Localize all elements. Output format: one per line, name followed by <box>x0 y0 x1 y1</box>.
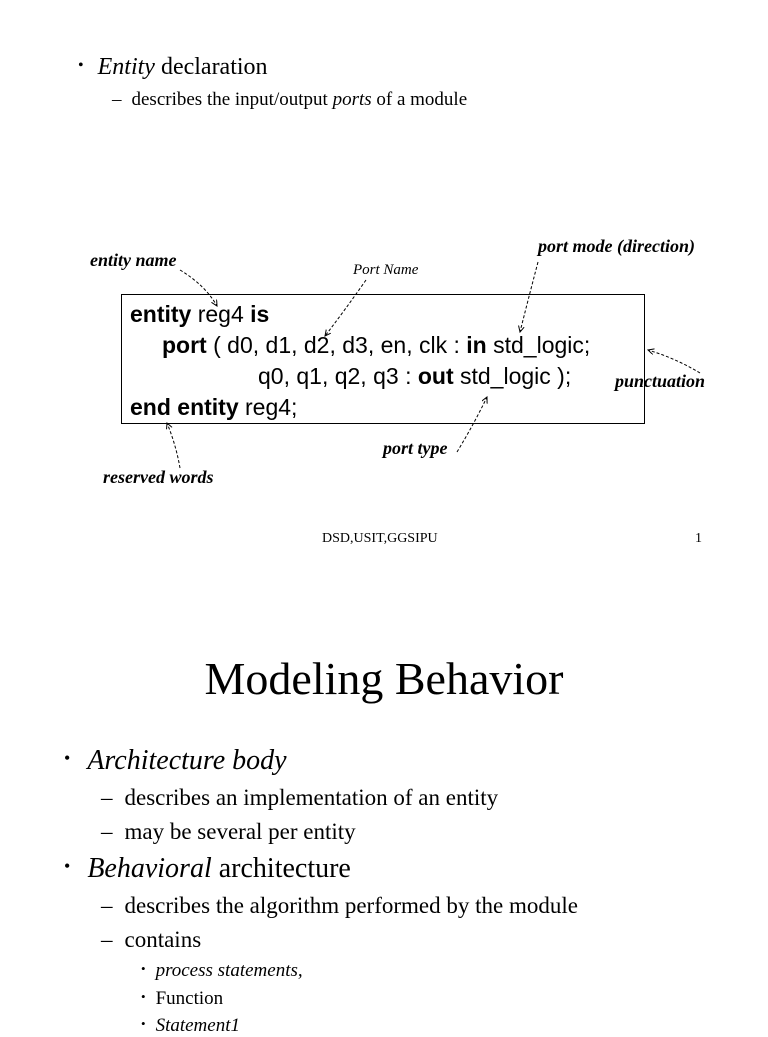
sub-text: contains <box>124 927 202 952</box>
sub-dash: – <box>101 927 113 952</box>
arrow-port-type <box>457 397 487 452</box>
sub-text: may be several per entity <box>124 819 356 844</box>
entity-name-text: reg4 <box>191 301 251 327</box>
sub-text: describes the algorithm performed by the module <box>124 893 578 918</box>
annotation-port-mode: port mode (direction) <box>538 236 695 256</box>
keyword-is: is <box>250 301 270 327</box>
arrow-reserved-words <box>167 423 180 468</box>
bullet-italic-text: Behavioral <box>87 853 212 884</box>
bullet-italic-text: Entity <box>97 54 155 80</box>
page-number: 1 <box>695 531 702 546</box>
input-type-text: std_logic; <box>486 332 591 358</box>
bullet-dot: • <box>78 57 84 74</box>
arrow-punctuation <box>648 350 700 373</box>
sub-dash: – <box>112 89 122 110</box>
bullet-dot: • <box>64 856 71 876</box>
footer-text: DSD,USIT,GGSIPU <box>322 531 438 546</box>
bullet-text: declaration <box>154 54 268 80</box>
bullet-behavioral-architecture <box>64 853 351 885</box>
arrow-port-mode <box>520 262 538 332</box>
list-item-process <box>141 960 303 982</box>
annotation-punctuation: punctuation <box>615 371 706 391</box>
bullet-architecture-body <box>64 745 287 777</box>
sub-text: describes an implementation of an entity <box>124 785 499 810</box>
bullet-italic-text: Architecture body <box>87 745 287 776</box>
item-dot: • <box>141 989 146 1004</box>
annotation-entity-name: entity name <box>90 250 177 270</box>
annotation-port-type: port type <box>383 438 448 458</box>
item-text: process statements, <box>155 960 303 981</box>
bullet-text: architecture <box>211 853 351 884</box>
sub-text-before: describes the input/output <box>131 89 333 110</box>
item-text: Statement1 <box>155 1015 240 1036</box>
item-text: Function <box>155 988 224 1009</box>
arrow-entity-name <box>180 270 217 306</box>
arrow-port-name <box>325 280 366 336</box>
sub-bullet-implementation <box>101 785 498 811</box>
sub-text-italic: ports <box>332 89 372 110</box>
bullet-dot: • <box>64 748 71 768</box>
output-ports-text: q0, q1, q2, q3 : <box>258 363 418 389</box>
sub-text-after: of a module <box>371 89 468 110</box>
sub-bullet-contains <box>101 927 201 953</box>
keyword-port: port <box>162 332 207 358</box>
list-item-function <box>141 988 223 1010</box>
item-dot: • <box>141 1016 146 1031</box>
sub-bullet-several <box>101 819 356 845</box>
sub-dash: – <box>101 785 113 810</box>
item-dot: • <box>141 961 146 976</box>
keyword-end-entity: end entity <box>130 394 239 420</box>
input-ports-text: ( d0, d1, d2, d3, en, clk : <box>206 332 467 358</box>
keyword-out: out <box>417 363 454 389</box>
sub-bullet-algorithm <box>101 893 578 919</box>
sub-dash: – <box>101 893 113 918</box>
sub-dash: – <box>101 819 113 844</box>
end-name-text: reg4; <box>238 394 298 420</box>
slide-title: Modeling Behavior <box>204 653 564 704</box>
keyword-in: in <box>466 332 487 358</box>
annotation-reserved-words: reserved words <box>103 467 214 487</box>
keyword-entity: entity <box>130 301 192 327</box>
output-type-text: std_logic ); <box>453 363 572 389</box>
annotation-port-name: Port Name <box>353 262 419 278</box>
list-item-statement <box>141 1015 240 1037</box>
